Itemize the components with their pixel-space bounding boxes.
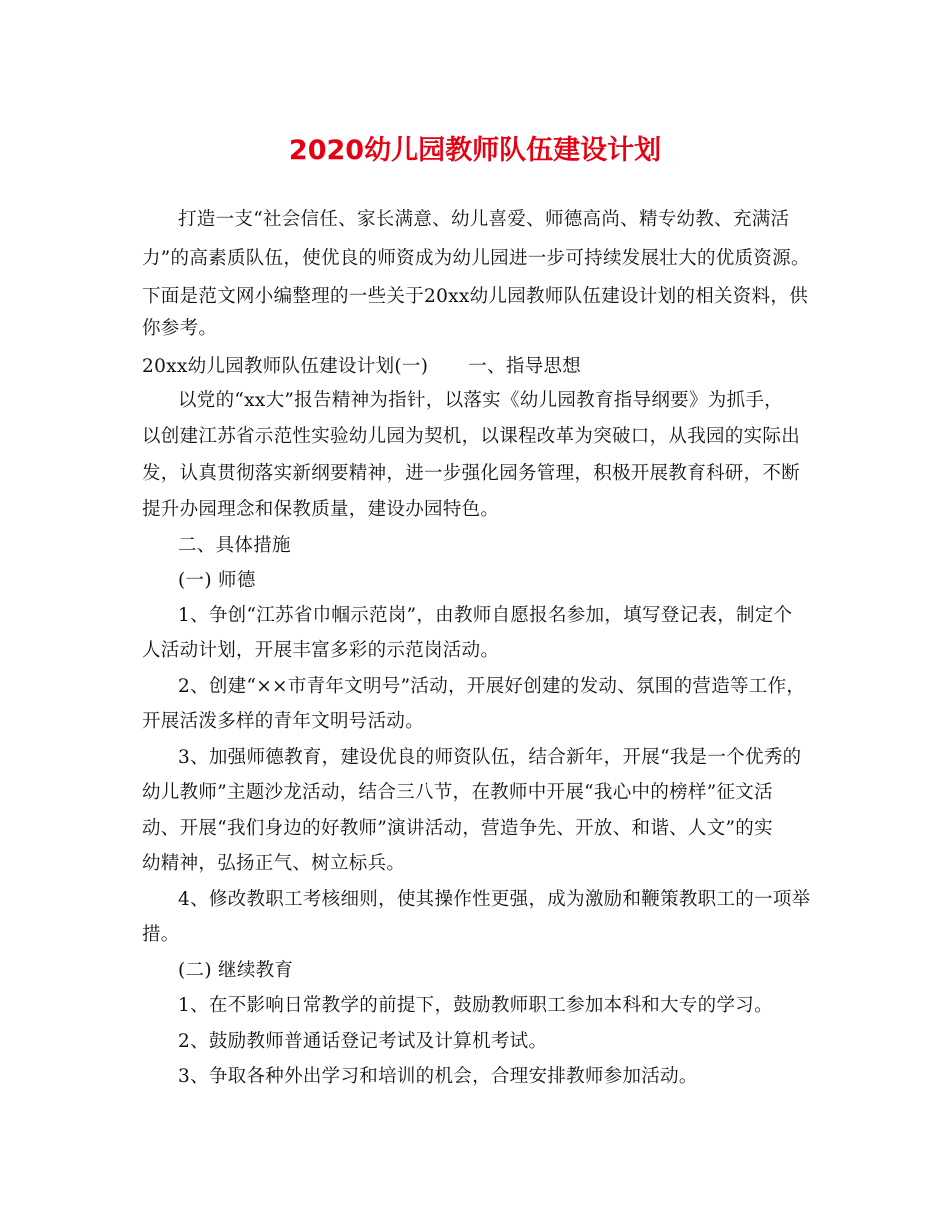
- paragraph-line: 4、修改教职工考核细则，使其操作性更强，成为激励和鞭策教职工的一项举: [178, 889, 811, 910]
- subheading-continuing-education: (二) 继续教育: [178, 960, 294, 981]
- document-title: 2020幼儿园教师队伍建设计划: [288, 135, 662, 166]
- paragraph-line: 以创建江苏省示范性实验幼儿园为契机，以课程改革为突破口，从我园的实际出: [142, 426, 801, 447]
- paragraph-line: 1、争创“江苏省巾帼示范岗”，由教师自愿报名参加，填写登记表，制定个: [178, 605, 793, 626]
- paragraph-line: 2、鼓励教师普通话登记考试及计算机考试。: [178, 1031, 548, 1052]
- subheading-ethics: (一) 师德: [178, 570, 256, 591]
- paragraph-line: 开展活泼多样的青年文明号活动。: [142, 711, 425, 732]
- paragraph-line: 2、创建“××市青年文明号”活动，开展好创建的发动、氛围的营造等工作，: [178, 676, 806, 697]
- paragraph-line-combined: [142, 352, 581, 382]
- paragraph-line: 发，认真贯彻落实新纲要精神，进一步强化园务管理，积极开展教育科研，不断: [142, 463, 801, 484]
- paragraph-line: 3、争取各种外出学习和培训的机会，合理安排教师参加活动。: [178, 1066, 698, 1087]
- paragraph-line: 下面是范文网小编整理的一些关于20xx幼儿园教师队伍建设计划的相关资料，供: [142, 286, 809, 307]
- paragraph-line: 幼儿教师”主题沙龙活动，结合三八节，在教师中开展“我心中的榜样”征文活: [142, 782, 773, 803]
- paragraph-line: 人活动计划，开展丰富多彩的示范岗活动。: [142, 640, 500, 661]
- paragraph-line: 1、在不影响日常教学的前提下，鼓励教师职工参加本科和大专的学习。: [178, 995, 773, 1016]
- paragraph-line: 你参考。: [142, 318, 218, 339]
- paragraph-line: 幼精神，弘扬正气、树立标兵。: [142, 853, 406, 874]
- paragraph-line: 措。: [142, 924, 180, 945]
- paragraph-line: 提升办园理念和保教质量，建设办园特色。: [142, 499, 500, 520]
- heading-measures: 二、具体措施: [178, 535, 291, 556]
- heading-guiding-idea: 一、指导思想: [468, 356, 582, 377]
- paragraph-line: 动、开展“我们身边的好教师”演讲活动，营造争先、开放、和谐、人文”的实: [142, 818, 773, 839]
- paragraph-line: 力”的高素质队伍，使优良的师资成为幼儿园进一步可持续发展壮大的优质资源。: [142, 248, 810, 269]
- paragraph-line: 打造一支“社会信任、家长满意、幼儿喜爱、师德高尚、精专幼教、充满活: [178, 209, 790, 230]
- paragraph-line: 以党的“xx大”报告精神为指针，以落实《幼儿园教育指导纲要》为抓手，: [178, 390, 783, 411]
- paragraph-line: 3、加强师德教育，建设优良的师资队伍，结合新年，开展“我是一个优秀的: [178, 747, 802, 768]
- subtitle-plan-one: 20xx幼儿园教师队伍建设计划(一): [142, 356, 429, 377]
